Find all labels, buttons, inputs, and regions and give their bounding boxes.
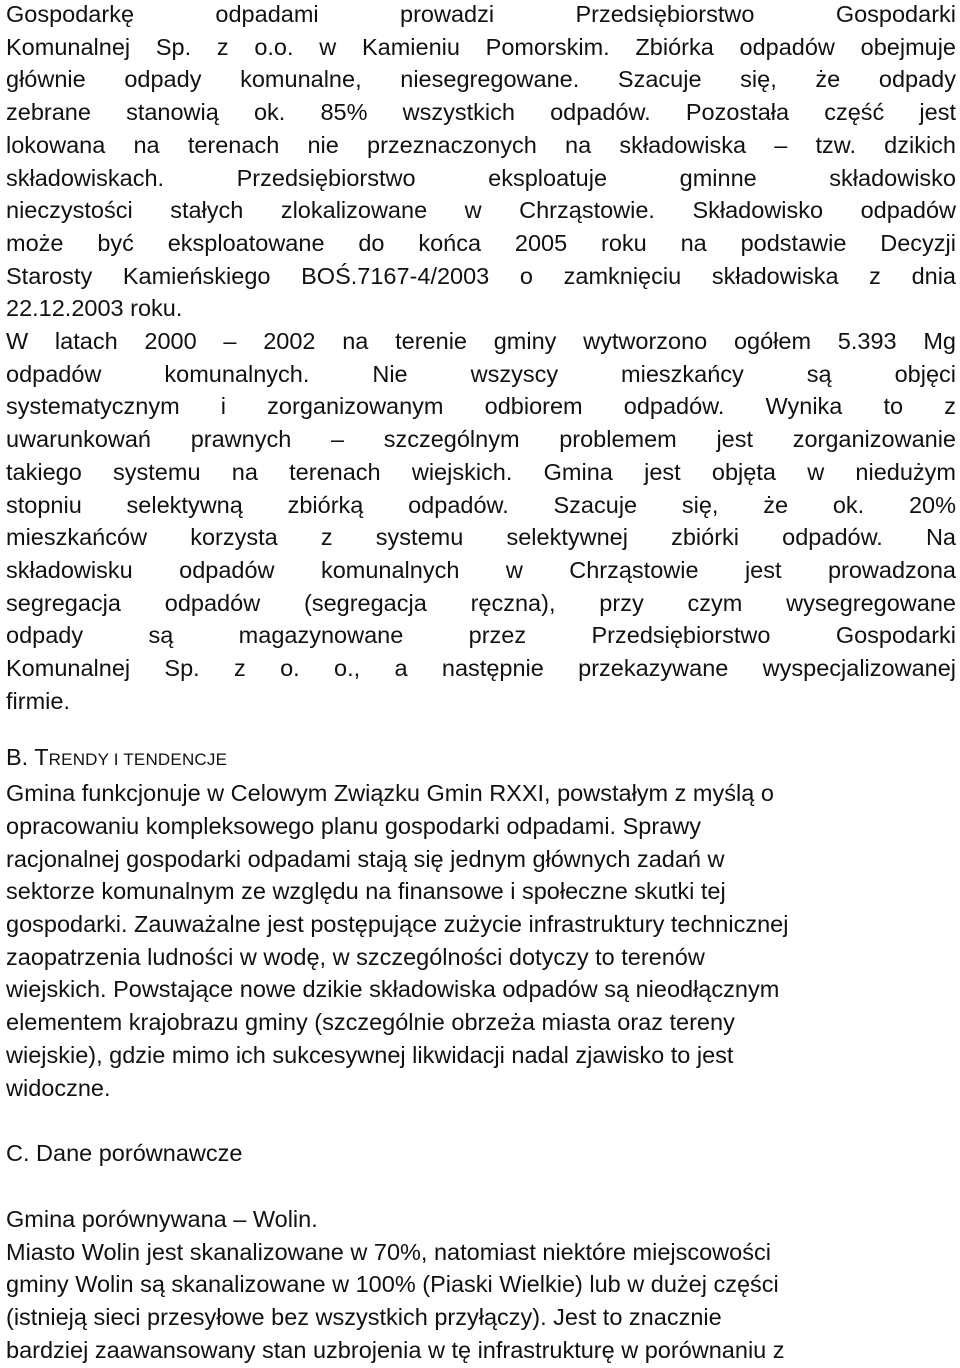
text-line: bardziej zaawansowany stan uzbrojenia w tę infrastrukturę w porównaniu z bbox=[6, 1336, 785, 1363]
paragraph-waste-statistics bbox=[6, 325, 956, 717]
section-c-heading: C. Dane porównawcze bbox=[6, 1140, 243, 1167]
text-line: stopniu selektywną zbiórką odpadów. Szacuje się, że ok. 20% bbox=[6, 491, 956, 518]
document-page bbox=[6, 0, 956, 1366]
text-line: elementem krajobrazu gminy (szczególnie obrzeża miasta oraz tereny bbox=[6, 1009, 735, 1036]
text-line: (istnieją sieci przesyłowe bez wszystkich przyłączy). Jest to znacznie bbox=[6, 1304, 722, 1331]
text-line: nieczystości stałych zlokalizowane w Chrząstowie. Składowisko odpadów bbox=[6, 197, 956, 224]
text-line: firmie. bbox=[6, 687, 70, 714]
text-line: systematycznym i zorganizowanym odbiorem odpadów. Wynika to z bbox=[6, 393, 956, 420]
text-line: głównie odpady komunalne, niesegregowane. Szacuje się, że odpady bbox=[6, 66, 956, 93]
paragraph-waste-management bbox=[6, 0, 956, 325]
text-line: W latach 2000 – 2002 na terenie gminy wytworzono ogółem 5.393 Mg bbox=[6, 328, 956, 355]
text-line: odpadów komunalnych. Nie wszyscy mieszkańcy są objęci bbox=[6, 360, 956, 387]
paragraph-comparison bbox=[6, 1236, 956, 1367]
text-line: odpady są magazynowane przez Przedsiębiorstwo Gospodarki bbox=[6, 622, 956, 649]
text-line: zaopatrzenia ludności w wodę, w szczególności dotyczy to terenów bbox=[6, 943, 705, 970]
text-line: Komunalnej Sp. z o. o., a następnie przekazywane wyspecjalizowanej bbox=[6, 655, 956, 682]
text-line: Gmina funkcjonuje w Celowym Związku Gmin RXXI, powstałym z myślą o bbox=[6, 780, 774, 807]
text-line: opracowaniu kompleksowego planu gospodarki odpadami. Sprawy bbox=[6, 812, 701, 839]
text-line: mieszkańców korzysta z systemu selektywnej zbiórki odpadów. Na bbox=[6, 524, 956, 551]
text-line: Komunalnej Sp. z o.o. w Kamieniu Pomorskim. Zbiórka odpadów obejmuje bbox=[6, 33, 956, 60]
text-line: takiego systemu na terenach wiejskich. Gmina jest objęta w niedużym bbox=[6, 458, 956, 485]
section-b-heading bbox=[6, 741, 956, 777]
text-line: zebrane stanowią ok. 85% wszystkich odpadów. Pozostała część jest bbox=[6, 99, 956, 126]
heading-rest: RENDY I TENDENCJE bbox=[48, 750, 228, 770]
text-line: 22.12.2003 roku. bbox=[6, 295, 183, 322]
text-line: widoczne. bbox=[6, 1074, 111, 1101]
text-line: lokowana na terenach nie przeznaczonych na składowiska – tzw. dzikich bbox=[6, 131, 956, 158]
text-line: wiejskie), gdzie mimo ich sukcesywnej likwidacji nadal zjawisko to jest bbox=[6, 1041, 734, 1068]
text-line: składowisku odpadów komunalnych w Chrząstowie jest prowadzona bbox=[6, 556, 956, 583]
text-line: wiejskich. Powstające nowe dzikie składowiska odpadów są nieodłącznym bbox=[6, 976, 780, 1003]
paragraph-trends bbox=[6, 777, 956, 1104]
text-line: gminy Wolin są skanalizowane w 100% (Piaski Wielkie) lub w dużej części bbox=[6, 1271, 779, 1298]
text-line: sektorze komunalnym ze względu na finansowe i społeczne skutki tej bbox=[6, 878, 726, 905]
text-line: racjonalnej gospodarki odpadami stają się jednym głównych zadań w bbox=[6, 845, 725, 872]
text-line: segregacja odpadów (segregacja ręczna), przy czym wysegregowane bbox=[6, 589, 956, 616]
text-line: Gospodarkę odpadami prowadzi Przedsiębiorstwo Gospodarki bbox=[6, 1, 956, 27]
compared-commune: Gmina porównywana – Wolin. bbox=[6, 1205, 318, 1232]
heading-prefix: B. T bbox=[6, 744, 49, 771]
text-line: gospodarki. Zauważalne jest postępujące zużycie infrastruktury technicznej bbox=[6, 910, 789, 937]
text-line: Starosty Kamieńskiego BOŚ.7167-4/2003 o zamknięciu składowiska z dnia bbox=[6, 262, 956, 289]
text-line: składowiskach. Przedsiębiorstwo eksploatuje gminne składowisko bbox=[6, 164, 956, 191]
text-line: może być eksploatowane do końca 2005 roku na podstawie Decyzji bbox=[6, 229, 956, 256]
text-line: uwarunkowań prawnych – szczególnym problemem jest zorganizowanie bbox=[6, 426, 956, 453]
text-line: Miasto Wolin jest skanalizowane w 70%, natomiast niektóre miejscowości bbox=[6, 1238, 771, 1265]
